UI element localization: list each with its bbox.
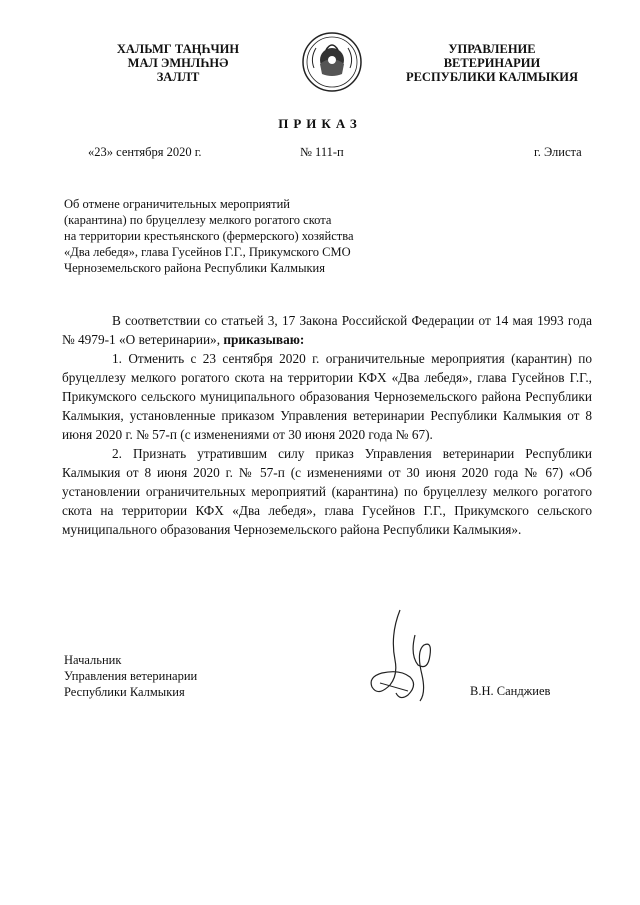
order-subject (64, 196, 354, 276)
header-right (392, 42, 592, 84)
subject-line: Об отмене ограничительных мероприятий (64, 197, 291, 211)
coat-of-arms-icon (300, 30, 364, 94)
preamble-bold: приказываю: (223, 332, 305, 347)
header-right-line: ВЕТЕРИНАРИИ (443, 56, 541, 70)
header-right-line: УПРАВЛЕНИЕ (448, 42, 536, 56)
order-item-2: 2. Признать утратившим силу приказ Управления ветеринарии Республики Калмыкия от 8 июня 2020 г. № 57-п (с изменениями от 30 июня 2020 года № 67) «Об установлении ограничительных мероприятий (карантина) по бруцеллезу мелкого рогатого скота на территории КФХ «Два лебедя», глава Гусейнов Г.Г., Прикумского сельского муниципального образования Черноземельского района Республики Калмыкия». (62, 446, 592, 537)
header-left (88, 42, 268, 84)
preamble-paragraph (62, 311, 592, 349)
subject-line: на территории крестьянского (фермерского) хозяйства (64, 229, 354, 243)
order-city: г. Элиста (534, 145, 582, 159)
signatory-title-line: Начальник (64, 653, 122, 667)
subject-line: «Два лебедя», глава Гусейнов Г.Г., Прикумского СМО (64, 245, 351, 259)
header-left-line: ХАЛЬМГ ТАҢҺЧИН (116, 42, 240, 56)
order-date: «23» сентября 2020 г. (88, 145, 202, 159)
order-body (62, 311, 592, 539)
signatory-title-line: Управления ветеринарии (64, 669, 198, 683)
header-right-line: РЕСПУБЛИКИ КАЛМЫКИЯ (405, 70, 579, 84)
header-left-line: МАЛ ЭМНЛҺНӘ (127, 56, 229, 70)
preamble-text: В соответствии со статьей 3, 17 Закона Российской Федерации от 14 мая 1993 года № 4979-1 «О ветеринарии», (62, 313, 592, 347)
header-left-line: ЗАЛЛТ (156, 70, 200, 84)
subject-line: (карантина) по бруцеллезу мелкого рогатого скота (64, 213, 332, 227)
signatory-name: В.Н. Санджиев (470, 684, 551, 698)
order-number: № 111-п (300, 145, 344, 159)
document-type-title: ПРИКАЗ (278, 116, 362, 131)
handwritten-signature (360, 605, 450, 705)
order-item-1: 1. Отменить с 23 сентября 2020 г. ограничительные мероприятия (карантин) по бруцеллезу мелкого рогатого скота на территории КФХ «Два лебедя», глава Гусейнов Г.Г., Прикумского сельского муниципального образования Черноземельского района Республики Калмыкия, установленные приказом Управления ветеринарии Республики Калмыкия от 8 июня 2020 г. № 57-п (с изменениями от 30 июня 2020 года № 67). (62, 351, 592, 442)
subject-line: Черноземельского района Республики Калмыкия (64, 261, 325, 275)
signatory-title-line: Республики Калмыкия (64, 685, 185, 699)
signatory-title (64, 652, 197, 700)
